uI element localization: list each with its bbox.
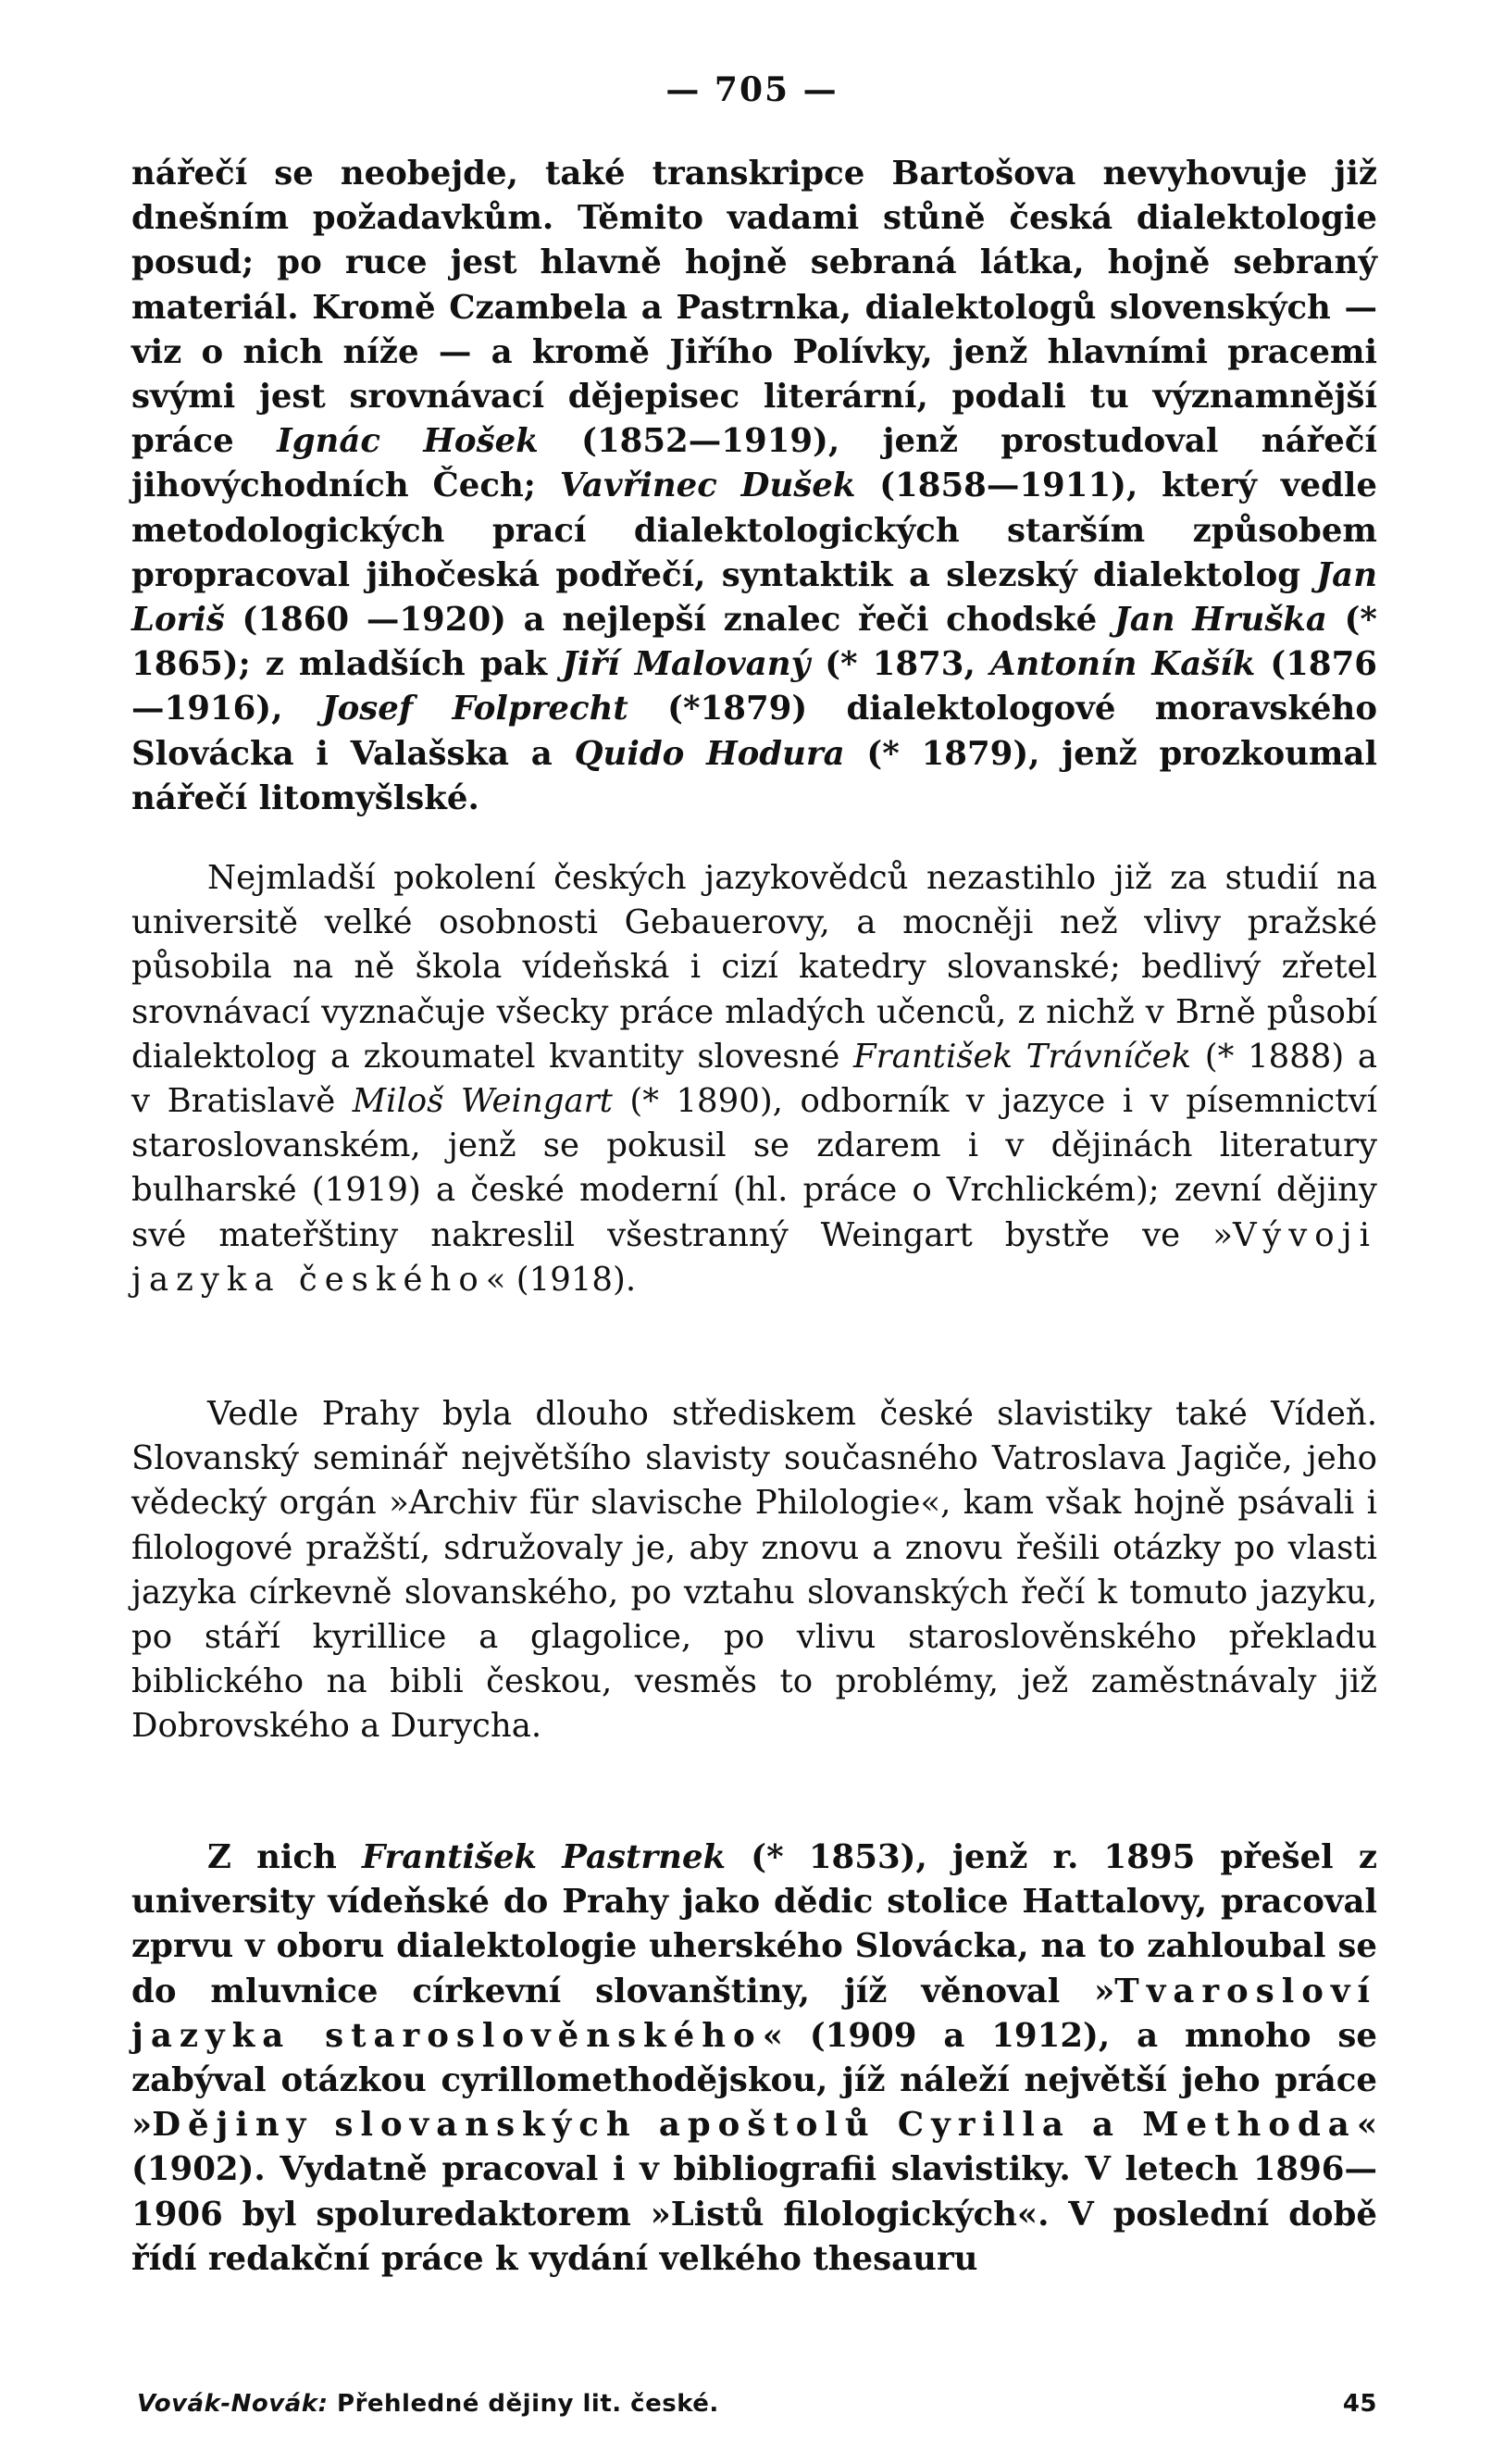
work-title: Tvarosloví jazyka staroslověnského xyxy=(131,1972,1377,2055)
text-segment: (* 1890), odborník v jazyce i v písemnictví staroslovanském, jenž se pokusil se zdarem i v dějinách literatury bulharské (1919) a české moderní (hl. práce o Vrchlickém); zevní dějiny své mateřštiny nakreslil všestranný Weingart bystře ve » xyxy=(131,1082,1377,1254)
page-footer xyxy=(137,2390,1377,2431)
text-segment: (* 1888) a v Bratislavě xyxy=(131,1037,1377,1121)
paragraph-vienna-center xyxy=(131,1392,1377,1749)
paragraph-young-generation xyxy=(131,856,1377,1302)
text-segment: (* 1879), jenž prozkoumal nářečí litomyšlské. xyxy=(131,734,1377,817)
footer-title: Přehledné dějiny lit. české. xyxy=(328,2390,719,2418)
person-name: Miloš Weingart xyxy=(352,1082,613,1121)
text-segment: Z nich xyxy=(207,1838,362,1876)
text-segment: (1858—1911), který vedle metodologických prací dialektologických starším způsobem propracoval jihočeská podřečí, syntaktik a slezský dialektolog xyxy=(131,467,1377,594)
text-segment: « (1909 a 1912), a mnoho se zabýval otázkou cyrillomethodějskou, jíž náleží největší jeho práce » xyxy=(131,2016,1377,2145)
person-name: Quido Hodura xyxy=(574,734,845,773)
text-segment: Vedle Prahy byla dlouho střediskem české slavistiky také Vídeň. Slovanský seminář největšího slavisty současného Vatroslava Jagiče, jeho vědecký orgán »Archiv für slavische Philologie«, kam však hojně psávali i filologové pražští, sdružovaly je, aby znovu a znovu řešili otázky po vlasti jazyka církevně slovanského, po vztahu slovanských řečí k tomuto jazyku, po stáří kyrillice a glagolice, po vlivu staroslověnského překladu biblického na bibli českou, vesměs to problémy, jež zaměstnávaly již Dobrovského a Durycha. xyxy=(131,1395,1377,1746)
text-segment: « (1918). xyxy=(485,1260,637,1299)
text-segment: (1852—1919), jenž prostudoval nářečí jihovýchodních Čech; xyxy=(131,422,1377,505)
person-name: František Pastrnek xyxy=(361,1838,727,1876)
person-name: Antonín Kašík xyxy=(989,645,1256,684)
paragraph-dialectology xyxy=(131,152,1377,821)
person-name: Jiří Malovaný xyxy=(562,645,811,684)
paragraph-pastrnek xyxy=(131,1836,1377,2282)
text-segment: « (1902). Vydatně pracoval i v bibliografii slavistiky. V letech 1896—1906 byl spoluredaktorem »Listů filologických«. V poslední době řídí redakční práce k vydání velkého thesauru xyxy=(131,2106,1377,2278)
text-segment: (* 1865); z mladších pak xyxy=(131,601,1377,684)
work-title: Dějiny slovanských apoštolů Cyrilla a Methoda xyxy=(152,2106,1357,2145)
person-name: Jan Hruška xyxy=(1113,601,1327,640)
page-number: — 705 — xyxy=(665,70,839,109)
person-name: Josef Folprecht xyxy=(321,690,628,728)
work-title: Vývoji jazyka českého xyxy=(131,1215,1377,1299)
text-segment: Nejmladší pokolení českých jazykovědců nezastihlo již za studií na universitě velké osobnosti Gebauerovy, a mocněji než vlivy pražské působila na ně škola vídeňská i cizí katedry slovanské; bedlivý zřetel srovnávací vyznačuje všecky práce mladých učenců, z nichž v Brně působí dialektolog a zkoumatel kvantity slovesné xyxy=(131,859,1377,1076)
person-name: Jan Loriš xyxy=(131,555,1377,640)
footer-signature: 45 xyxy=(1342,2390,1377,2418)
text-segment: nářečí se neobejde, také transkripce Bartošova nevyhovuje již dnešním požadavkům. Těmito vadami stůně česká dialektologie posud; po ruce jest hlavně hojně sebraná látka, hojně sebraný materiál. Kromě Czambela a Pastrnka, dialektologů slovenských — viz o nich níže — a kromě Jiřího Polívky, jenž hlavními pracemi svými jest srovnávací dějepisec literární, podali tu významnější práce xyxy=(131,155,1377,461)
text-segment: (* 1853), jenž r. 1895 přešel z university vídeňské do Prahy jako dědic stolice Hattalovy, pracoval zprvu v oboru dialektologie uherského Slovácka, na to zahloubal se do mluvnice církevní slovanštiny, jíž věnoval » xyxy=(131,1838,1377,2010)
text-segment: (*1879) dialektologové moravského Slovácka i Valašska a xyxy=(131,690,1377,773)
footer-source xyxy=(137,2390,719,2418)
text-segment: (1860 —1920) a nejlepší znalec řeči chodské xyxy=(224,601,1114,640)
person-name: František Trávníček xyxy=(853,1037,1192,1076)
text-segment: (* 1873, xyxy=(810,645,990,684)
person-name: Ignác Hošek xyxy=(277,422,539,461)
person-name: Vavřinec Dušek xyxy=(559,467,856,505)
text-segment: (1876 —1916), xyxy=(131,645,1377,728)
footer-author: Vovák-Novák: xyxy=(137,2390,329,2418)
